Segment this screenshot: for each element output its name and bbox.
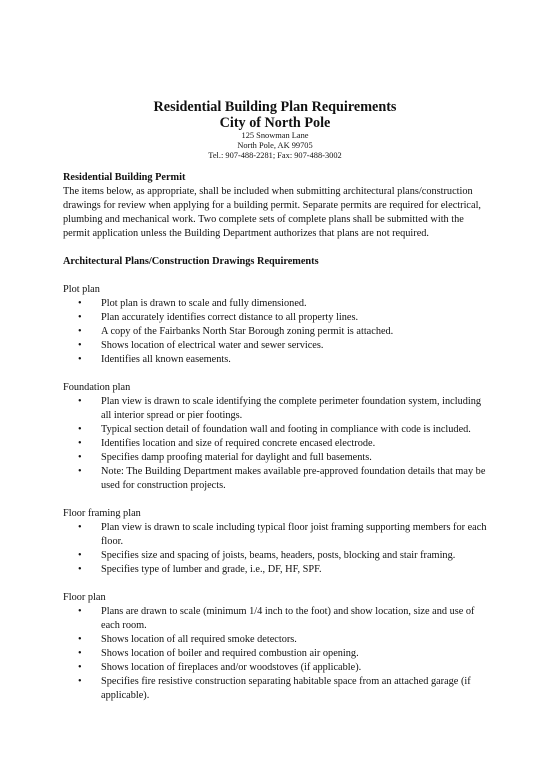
list-item: • Note: The Building Department makes available pre-approved foundation details that may be used for construction projects. bbox=[78, 466, 486, 491]
list-item: • Shows location of fireplaces and/or woodstoves (if applicable). bbox=[78, 662, 362, 673]
bullet-icon: • bbox=[78, 550, 82, 561]
plot-plan-list bbox=[63, 297, 493, 367]
contact-info: Tel.: 907-488-2281; Fax: 907-488-3002 bbox=[208, 151, 342, 160]
floor-plan-title: Floor plan bbox=[63, 592, 106, 603]
bullet-icon: • bbox=[78, 438, 82, 449]
bullet-icon: • bbox=[78, 466, 82, 477]
bullet-icon: • bbox=[78, 662, 82, 673]
list-item: • Plan accurately identifies correct distance to all property lines. bbox=[78, 312, 359, 323]
bullet-icon: • bbox=[78, 648, 82, 659]
list-item: • Identifies all known easements. bbox=[78, 354, 231, 365]
document-header bbox=[0, 99, 550, 161]
bullet-icon: • bbox=[78, 354, 82, 365]
street-address: 125 Snowman Lane bbox=[241, 131, 309, 140]
foundation-plan-list bbox=[63, 395, 493, 493]
list-item: • Shows location of all required smoke detectors. bbox=[78, 634, 297, 645]
bullet-icon: • bbox=[78, 452, 82, 463]
floor-framing-plan-title: Floor framing plan bbox=[63, 508, 141, 519]
list-item: • Specifies type of lumber and grade, i.e., DF, HF, SPF. bbox=[78, 564, 322, 575]
bullet-icon: • bbox=[78, 312, 82, 323]
bullet-icon: • bbox=[78, 564, 82, 575]
bullet-icon: • bbox=[78, 340, 82, 351]
list-item: • Specifies fire resistive construction separating habitable space from an attached garage (if applicable). bbox=[78, 676, 471, 701]
floor-plan-list bbox=[63, 605, 493, 703]
bullet-icon: • bbox=[78, 676, 82, 687]
bullet-icon: • bbox=[78, 522, 82, 533]
list-item: • Shows location of boiler and required combustion air opening. bbox=[78, 648, 359, 659]
list-item: • Plan view is drawn to scale identifying the complete perimeter foundation system, including all interior spread or pier footings. bbox=[78, 396, 482, 421]
document-title: Residential Building Plan Requirements bbox=[153, 99, 397, 115]
list-item: • Shows location of electrical water and sewer services. bbox=[78, 340, 324, 351]
bullet-icon: • bbox=[78, 424, 82, 435]
list-item: • Identifies location and size of required concrete encased electrode. bbox=[78, 438, 376, 449]
floor-framing-plan-list bbox=[63, 521, 493, 577]
bullet-icon: • bbox=[78, 396, 82, 407]
requirements-heading: Architectural Plans/Construction Drawings Requirements bbox=[63, 256, 319, 267]
list-item: • Specifies damp proofing material for daylight and full basements. bbox=[78, 452, 372, 463]
bullet-icon: • bbox=[78, 326, 82, 337]
list-item: • Typical section detail of foundation wall and footing in compliance with code is included. bbox=[78, 424, 471, 435]
document-body bbox=[63, 171, 493, 703]
list-item: • Plan view is drawn to scale including typical floor joist framing supporting members for each floor. bbox=[78, 522, 487, 547]
bullet-icon: • bbox=[78, 634, 82, 645]
list-item: • Plot plan is drawn to scale and fully dimensioned. bbox=[78, 298, 307, 309]
city-name: City of North Pole bbox=[219, 115, 331, 131]
bullet-icon: • bbox=[78, 298, 82, 309]
permit-paragraph: The items below, as appropriate, shall be included when submitting architectural plans/construction drawings for review when applying for a building permit. Separate permits are required for electrical, plumbing and mechanical work. Two complete sets of complete plans shall be submitted with the permit application unless the Building Department authorizes that plans are not required. bbox=[63, 186, 482, 239]
city-address: North Pole, AK 99705 bbox=[237, 141, 313, 150]
plot-plan-title: Plot plan bbox=[63, 284, 100, 295]
permit-heading: Residential Building Permit bbox=[63, 172, 186, 183]
list-item: • Specifies size and spacing of joists, beams, headers, posts, blocking and stair framing. bbox=[78, 550, 456, 561]
foundation-plan-title: Foundation plan bbox=[63, 382, 131, 393]
list-item: • Plans are drawn to scale (minimum 1/4 inch to the foot) and show location, size and use of each room. bbox=[78, 606, 475, 631]
list-item: • A copy of the Fairbanks North Star Borough zoning permit is attached. bbox=[78, 326, 394, 337]
bullet-icon: • bbox=[78, 606, 82, 617]
